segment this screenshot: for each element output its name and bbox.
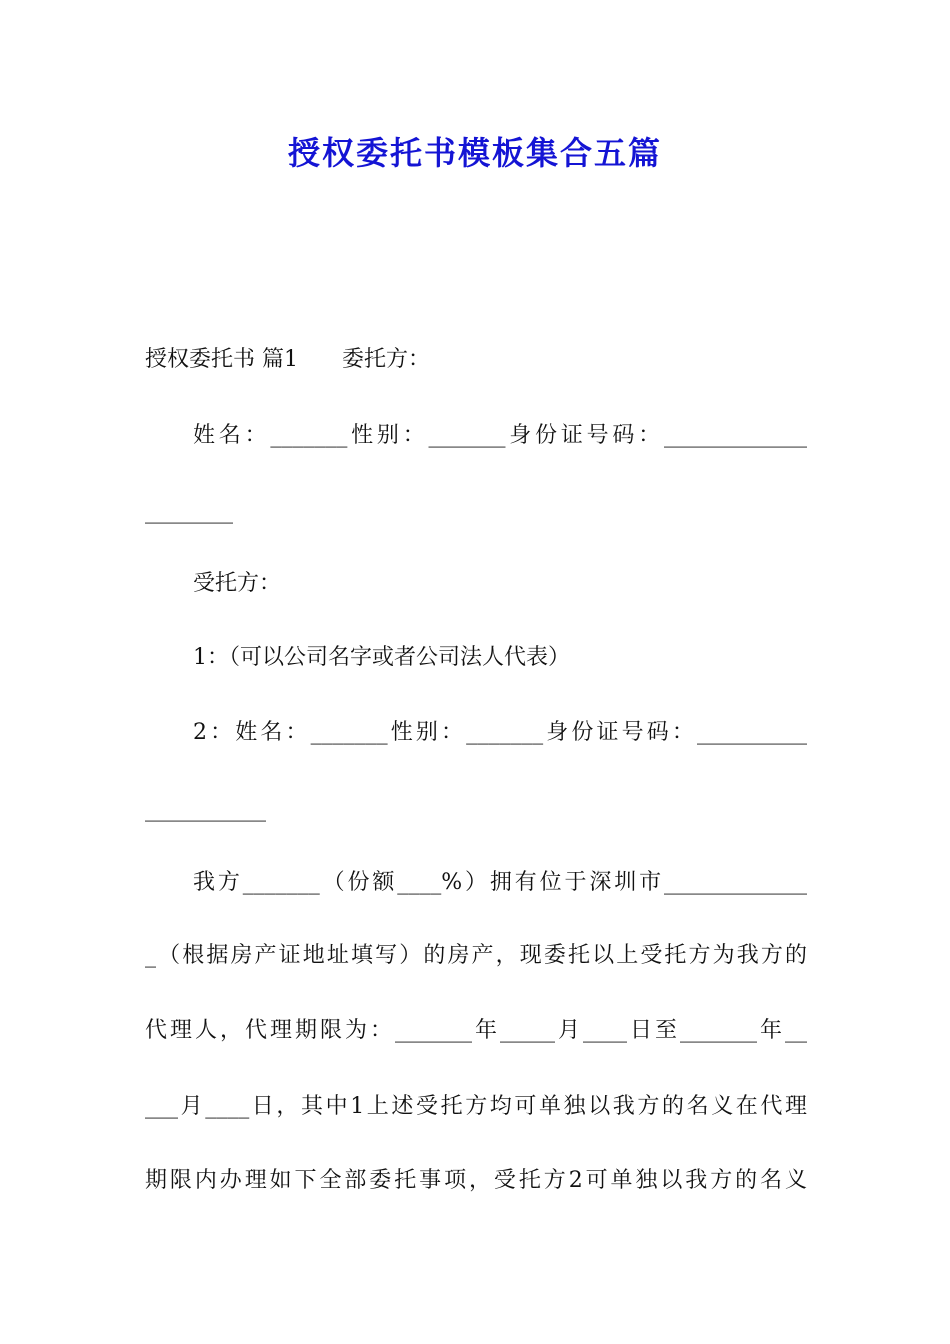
document-title: 授权委托书模板集合五篇 xyxy=(287,134,662,172)
section-heading: 授权委托书 篇1 委托方： xyxy=(145,347,430,372)
agent-item-2: 2：姓名：_______性别：_______身份证号码：__________ xyxy=(193,720,807,745)
principal-info-line: 姓名：_______性别：_______身份证号码：_____________ xyxy=(193,423,807,448)
agent-item-1: 1：（可以公司名字或者公司法人代表） xyxy=(193,645,570,670)
body-paragraph-line-5: 期限内办理如下全部委托事项，受托方2可单独以我方的名义 xyxy=(145,1168,807,1193)
body-paragraph-line-2: _（根据房产证地址填写）的房产，现委托以上受托方为我方的 xyxy=(145,943,807,968)
body-paragraph-line-3: 代理人，代理期限为：_______年_____月____日至_______年__ xyxy=(145,1018,807,1043)
agent-heading: 受托方： xyxy=(193,571,282,596)
body-paragraph-line-4: ___月____日，其中1上述受托方均可单独以我方的名义在代理 xyxy=(145,1094,807,1119)
body-paragraph-line-1: 我方_______（份额____%）拥有位于深圳市_____________ xyxy=(193,870,807,895)
agent-item-2-continuation: ___________ xyxy=(145,797,266,822)
principal-info-continuation: ________ xyxy=(145,499,233,524)
